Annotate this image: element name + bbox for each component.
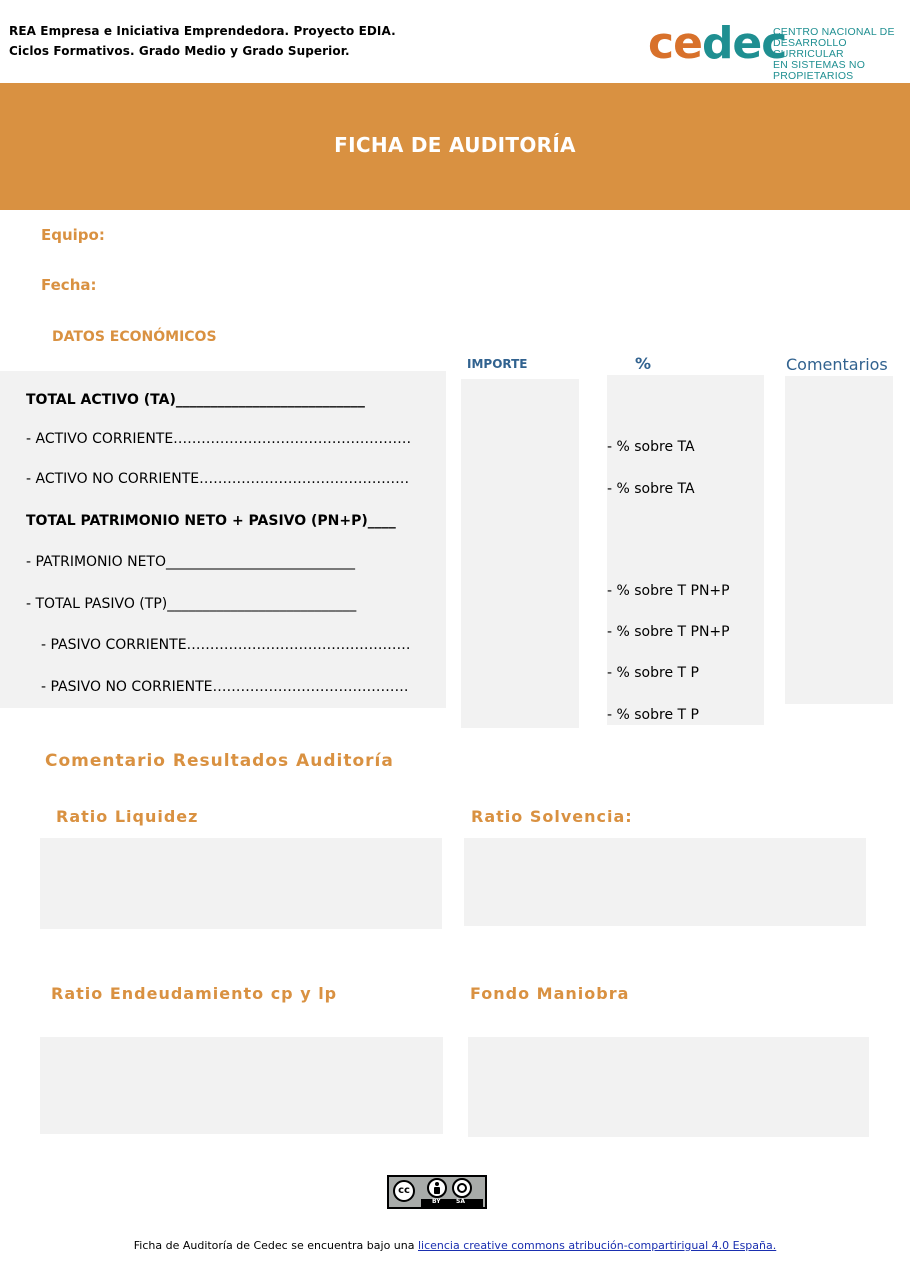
row-total-pn-pasivo: TOTAL PATRIMONIO NETO + PASIVO (PN+P)____ <box>26 513 396 529</box>
badge-label-bar <box>421 1199 483 1207</box>
row-patrimonio-neto: - PATRIMONIO NETO___________________________ <box>26 554 356 570</box>
row-total-pasivo: - TOTAL PASIVO (TP)___________________________ <box>26 596 357 612</box>
pct-activo-corriente: - % sobre TA <box>607 439 695 455</box>
importe-header: IMPORTE <box>467 357 528 371</box>
fondo-maniobra-label: Fondo Maniobra <box>470 984 630 1003</box>
equipo-label: Equipo: <box>41 226 105 244</box>
datos-labels-box <box>0 371 446 708</box>
cc-license-badge[interactable] <box>387 1175 487 1209</box>
pct-patrimonio-neto: - % sobre T PN+P <box>607 583 730 599</box>
logo-sub-2: DESARROLLO CURRICULAR <box>773 37 847 60</box>
logo-ce: ce <box>648 18 702 69</box>
ratio-solvencia-box[interactable] <box>464 838 866 926</box>
row-activo-no-corriente: - ACTIVO NO CORRIENTE……………………………………… <box>26 471 410 487</box>
ratio-endeudamiento-label: Ratio Endeudamiento cp y lp <box>51 984 338 1003</box>
ratio-solvencia-label: Ratio Solvencia: <box>471 807 633 826</box>
by-person-icon <box>427 1178 447 1198</box>
logo-sub-3: EN SISTEMAS NO PROPIETARIOS <box>773 59 866 82</box>
ratio-liquidez-label: Ratio Liquidez <box>56 807 199 826</box>
badge-by-text: BY <box>432 1198 441 1205</box>
sa-share-icon <box>452 1178 472 1198</box>
comentario-resultados-title: Comentario Resultados Auditoría <box>45 751 394 771</box>
pct-header: % <box>635 354 652 373</box>
license-footer <box>0 1239 910 1252</box>
datos-economicos-title: DATOS ECONÓMICOS <box>52 329 217 345</box>
row-pasivo-no-corriente: - PASIVO NO CORRIENTE…………………………………… <box>41 679 409 695</box>
importe-input-box[interactable] <box>461 379 579 728</box>
comentarios-header: Comentarios <box>786 355 888 374</box>
row-total-activo: TOTAL ACTIVO (TA)___________________________ <box>26 392 365 408</box>
row-pasivo-corriente: - PASIVO CORRIENTE………………………………………… <box>41 637 411 653</box>
row-activo-corriente: - ACTIVO CORRIENTE…………………………………………… <box>26 431 412 447</box>
cc-icon: cc <box>393 1180 415 1202</box>
logo-sub-1: CENTRO NACIONAL DE <box>773 26 895 38</box>
header-line-1: REA Empresa e Iniciativa Emprendedora. Proyecto EDIA. <box>9 24 396 38</box>
pct-pasivo-no-corriente: - % sobre T P <box>607 707 699 723</box>
license-link[interactable]: licencia creative commons atribución-compartirigual 4.0 España. <box>417 1239 777 1252</box>
comentarios-input-box[interactable] <box>785 376 893 704</box>
header-line-2: Ciclos Formativos. Grado Medio y Grado Superior. <box>9 44 350 58</box>
page-title: FICHA DE AUDITORÍA <box>334 133 576 157</box>
ratio-liquidez-box[interactable] <box>40 838 442 929</box>
fecha-label: Fecha: <box>41 276 97 294</box>
pct-activo-no-corriente: - % sobre TA <box>607 481 695 497</box>
title-banner <box>0 83 910 210</box>
logo-dec: dec <box>701 18 787 69</box>
pct-pasivo-corriente: - % sobre T P <box>607 665 699 681</box>
badge-sa-text: SA <box>456 1198 465 1205</box>
license-text: Ficha de Auditoría de Cedec se encuentra bajo una <box>133 1239 418 1252</box>
ratio-endeudamiento-box[interactable] <box>40 1037 443 1134</box>
cedec-logo <box>648 18 910 82</box>
fondo-maniobra-box[interactable] <box>468 1037 869 1137</box>
pct-total-pasivo: - % sobre T PN+P <box>607 624 730 640</box>
